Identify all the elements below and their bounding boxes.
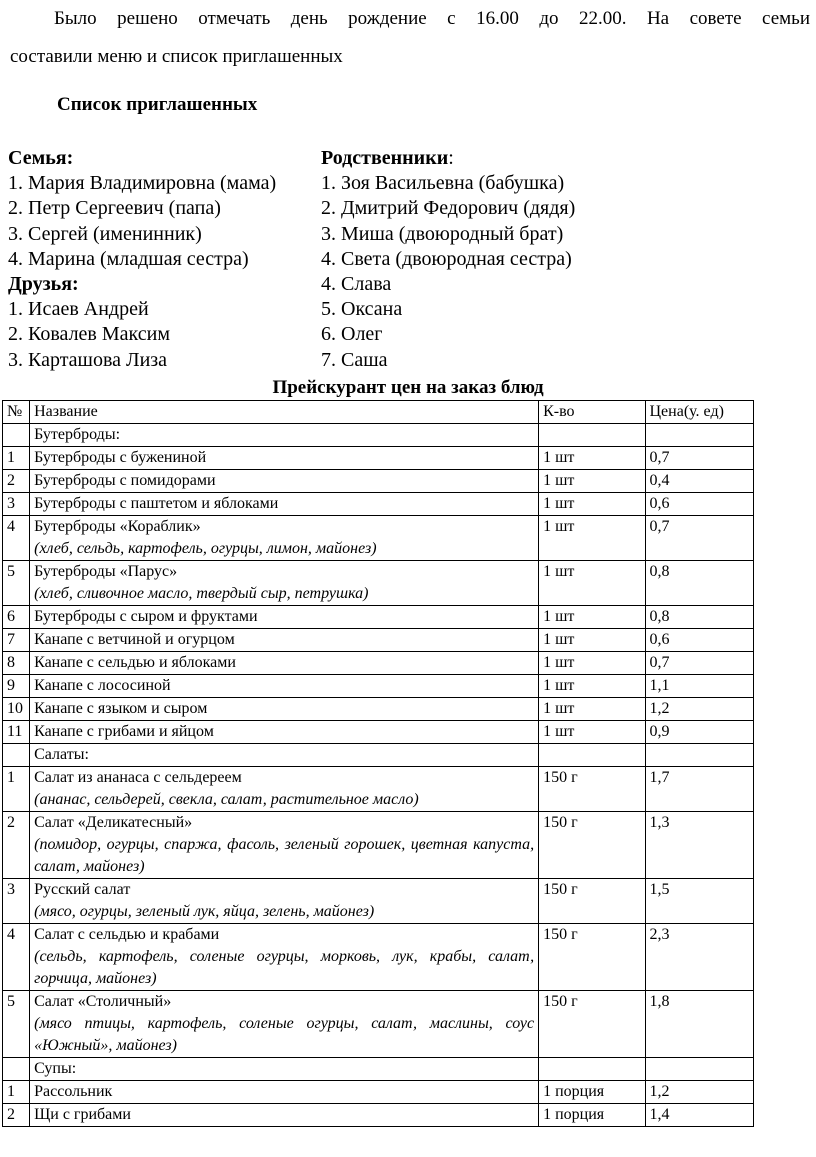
row-price: 1,1 [645,675,754,698]
row-price [645,1058,754,1081]
row-name-cell [30,470,539,493]
relatives-heading-colon: : [448,147,454,169]
table-row [3,1081,754,1104]
row-quantity: 150 г [539,767,645,812]
row-price: 1,2 [645,698,754,721]
row-name-cell [30,629,539,652]
row-number: 3 [3,493,30,516]
friend: 2. Ковалев Максим [8,323,170,346]
intro-line-2: составили меню и список приглашенных [10,46,343,67]
relative: 2. Дмитрий Федорович (дядя) [321,197,576,220]
dish-name: Щи с грибами [34,1106,131,1123]
row-price: 2,3 [645,924,754,991]
relative: 4. Света (двоюродная сестра) [321,247,572,270]
header-name: Название [30,401,539,424]
row-number: 8 [3,652,30,675]
table-header-row [3,401,754,424]
row-price: 0,7 [645,652,754,675]
row-quantity: 150 г [539,879,645,924]
row-name-cell [30,516,539,561]
row-price: 0,6 [645,629,754,652]
row-number: 11 [3,721,30,744]
price-list-title: Прейскурант цен на заказ блюд [272,377,544,398]
table-row [3,744,754,767]
table-row [3,606,754,629]
table-row [3,561,754,606]
relative: 4. Слава [321,273,392,296]
table-row [3,629,754,652]
table-row [3,675,754,698]
dish-ingredients: (ананас, сельдерей, свекла, салат, растительное масло) [34,791,419,808]
dish-name: Канапе с лососиной [34,677,171,694]
row-quantity: 1 шт [539,698,645,721]
row-name-cell [30,675,539,698]
row-name-cell [30,744,539,767]
row-number: 4 [3,924,30,991]
intro-paragraph [10,0,810,76]
guest-list-left-column [8,146,276,373]
dish-name: Бутерброды: [34,426,121,443]
row-name-cell [30,1104,539,1127]
row-quantity: 1 шт [539,652,645,675]
table-row [3,721,754,744]
family-member: 1. Мария Владимировна (мама) [8,172,277,195]
relative: 6. Олег [321,323,383,346]
row-number: 1 [3,767,30,812]
dish-name: Салат из ананаса с сельдереем [34,769,242,786]
row-name-cell [30,447,539,470]
table-row [3,698,754,721]
row-name-cell [30,767,539,812]
row-quantity [539,744,645,767]
row-quantity: 150 г [539,991,645,1058]
header-number: № [3,401,30,424]
guest-list-right-column [321,146,575,373]
row-name-cell [30,721,539,744]
dish-name: Салат с сельдью и крабами [34,926,220,943]
table-row [3,812,754,879]
relative: 5. Оксана [321,298,403,321]
guest-list-title: Список приглашенных [57,94,258,115]
relative: 7. Саша [321,348,388,371]
row-name-cell [30,561,539,606]
row-number [3,1058,30,1081]
family-member: 4. Марина (младшая сестра) [8,247,249,270]
row-price: 0,7 [645,447,754,470]
table-row [3,447,754,470]
family-heading: Семья: [8,147,74,169]
relative: 3. Миша (двоюродный брат) [321,222,564,245]
dish-ingredients: (хлеб, сельдь, картофель, огурцы, лимон, майонез) [34,540,377,557]
row-quantity: 1 порция [539,1104,645,1127]
table-row [3,991,754,1058]
row-quantity: 1 шт [539,493,645,516]
row-price [645,744,754,767]
dish-name: Бутерброды «Парус» [34,563,178,580]
table-row [3,470,754,493]
row-price: 1,3 [645,812,754,879]
row-name-cell [30,606,539,629]
row-number: 2 [3,1104,30,1127]
row-name-cell [30,1081,539,1104]
row-quantity: 1 порция [539,1081,645,1104]
row-name-cell [30,924,539,991]
row-name-cell [30,812,539,879]
table-row [3,493,754,516]
row-number: 1 [3,1081,30,1104]
row-price: 0,7 [645,516,754,561]
row-quantity: 150 г [539,924,645,991]
row-name-cell [30,991,539,1058]
row-price: 1,5 [645,879,754,924]
row-name-cell [30,1058,539,1081]
row-quantity: 1 шт [539,629,645,652]
dish-name: Канапе с языком и сыром [34,700,208,717]
row-price: 0,8 [645,561,754,606]
dish-name: Бутерброды «Кораблик» [34,518,201,535]
row-number: 3 [3,879,30,924]
dish-ingredients: (сельдь, картофель, соленые огурцы, морковь, лук, крабы, салат, горчица, майонез) [34,948,535,987]
row-number: 5 [3,561,30,606]
row-quantity: 1 шт [539,721,645,744]
table-row [3,1104,754,1127]
dish-name: Бутерброды с паштетом и яблоками [34,495,279,512]
row-number: 7 [3,629,30,652]
row-price: 0,4 [645,470,754,493]
dish-name: Салаты: [34,746,89,763]
price-list-body [3,424,754,1127]
dish-ingredients: (мясо птицы, картофель, соленые огурцы, салат, маслины, соус «Южный», майонез) [34,1015,535,1054]
dish-name: Бутерброды с помидорами [34,472,216,489]
row-name-cell [30,698,539,721]
row-quantity: 1 шт [539,675,645,698]
row-name-cell [30,879,539,924]
row-price: 0,8 [645,606,754,629]
table-row [3,1058,754,1081]
dish-ingredients: (мясо, огурцы, зеленый лук, яйца, зелень, майонез) [34,903,375,920]
table-row [3,767,754,812]
row-quantity: 150 г [539,812,645,879]
row-number [3,744,30,767]
dish-name: Русский салат [34,881,131,898]
family-member: 2. Петр Сергеевич (папа) [8,197,221,220]
dish-name: Супы: [34,1060,77,1077]
row-number: 2 [3,812,30,879]
friend: 1. Исаев Андрей [8,298,149,321]
row-number: 1 [3,447,30,470]
table-row [3,879,754,924]
row-price [645,424,754,447]
row-price: 0,6 [645,493,754,516]
row-quantity [539,424,645,447]
price-list-table [2,400,754,1127]
row-price: 1,7 [645,767,754,812]
dish-name: Бутерброды с сыром и фруктами [34,608,258,625]
dish-name: Рассольник [34,1083,113,1100]
header-quantity: К-во [539,401,645,424]
relatives-heading: Родственники [321,147,449,169]
row-number [3,424,30,447]
row-number: 6 [3,606,30,629]
intro-line-1: Было решено отмечать день рождение с 16.00 до 22.00. На совете семьи [54,8,810,29]
relative: 1. Зоя Васильевна (бабушка) [321,172,565,195]
dish-name: Канапе с сельдью и яблоками [34,654,236,671]
row-number: 9 [3,675,30,698]
row-number: 10 [3,698,30,721]
row-name-cell [30,424,539,447]
friend: 3. Карташова Лиза [8,348,168,371]
dish-name: Салат «Столичный» [34,993,172,1010]
family-member: 3. Сергей (именинник) [8,222,202,245]
dish-name: Салат «Деликатесный» [34,814,193,831]
row-price: 1,2 [645,1081,754,1104]
header-price: Цена(у. ед) [645,401,754,424]
row-quantity: 1 шт [539,606,645,629]
dish-ingredients: (хлеб, сливочное масло, твердый сыр, петрушка) [34,585,369,602]
row-quantity: 1 шт [539,447,645,470]
dish-name: Канапе с грибами и яйцом [34,723,214,740]
row-price: 1,4 [645,1104,754,1127]
row-number: 5 [3,991,30,1058]
table-row [3,424,754,447]
table-row [3,652,754,675]
row-number: 4 [3,516,30,561]
table-row [3,516,754,561]
friends-heading: Друзья: [8,273,79,296]
row-name-cell [30,652,539,675]
dish-ingredients: (помидор, огурцы, спаржа, фасоль, зеленый горошек, цветная капуста, салат, майонез) [34,836,535,875]
row-name-cell [30,493,539,516]
row-quantity: 1 шт [539,561,645,606]
relatives-heading-line [321,146,575,171]
row-price: 1,8 [645,991,754,1058]
row-number: 2 [3,470,30,493]
dish-name: Бутерброды с бужениной [34,449,207,466]
dish-name: Канапе с ветчиной и огурцом [34,631,235,648]
row-price: 0,9 [645,721,754,744]
row-quantity [539,1058,645,1081]
row-quantity: 1 шт [539,516,645,561]
table-row [3,924,754,991]
row-quantity: 1 шт [539,470,645,493]
